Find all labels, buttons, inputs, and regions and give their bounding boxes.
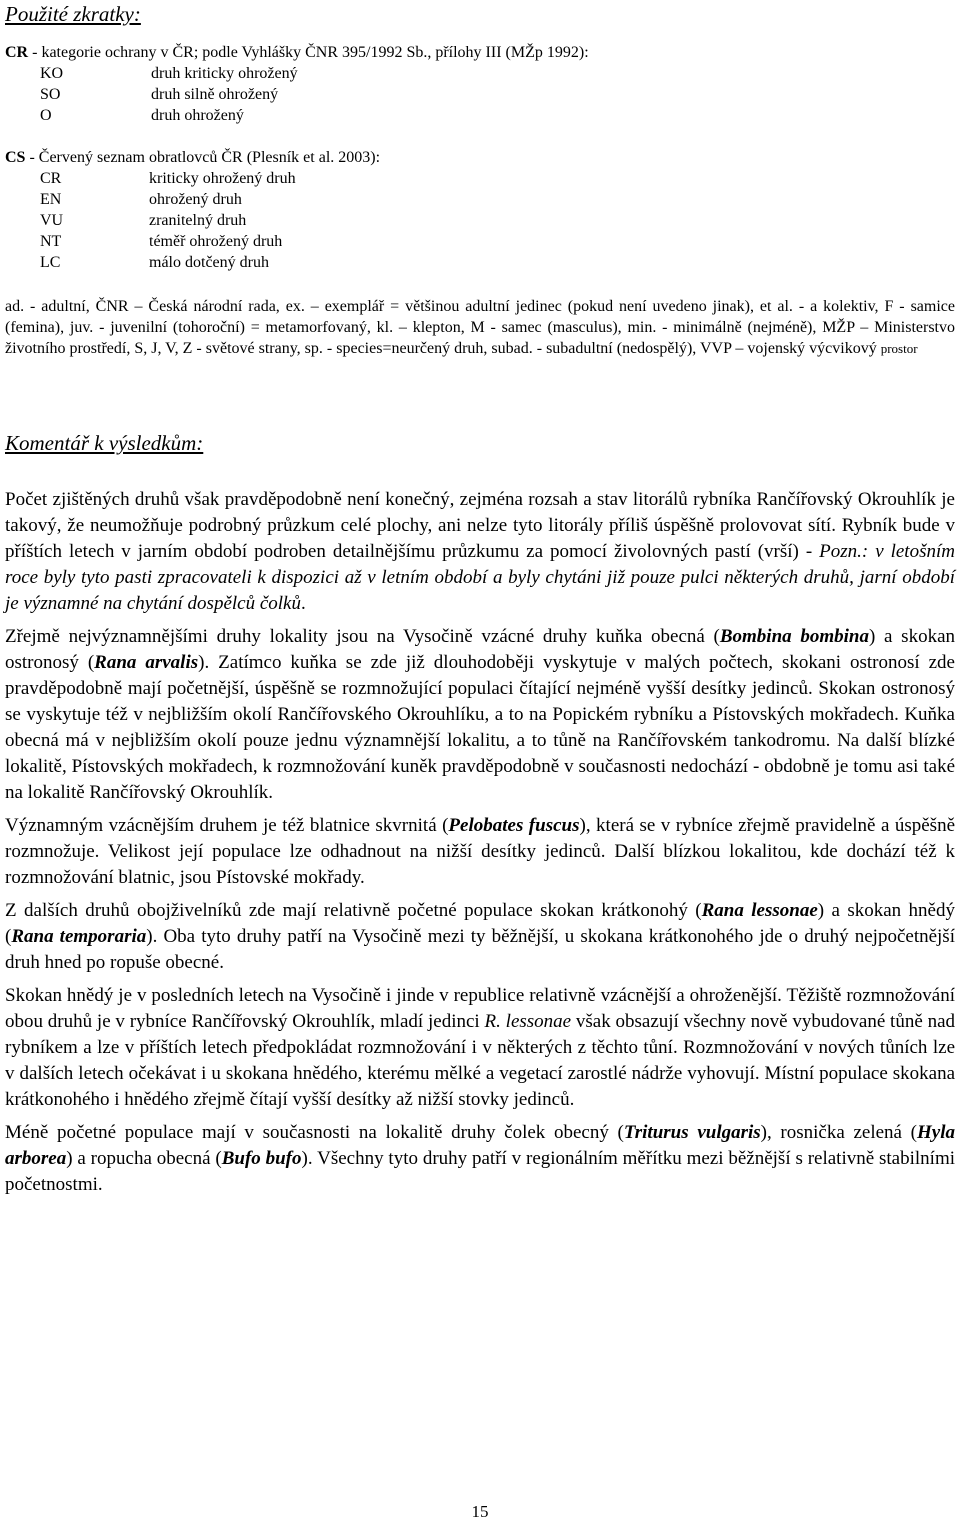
paragraph-text: ), rosnička zelená (: [760, 1122, 917, 1143]
cs-item: [5, 168, 380, 189]
paragraph-text: ) a ropucha obecná (: [66, 1148, 222, 1169]
cs-item: [5, 231, 380, 252]
paragraph-text: však obsazují všechny nově vybudované tůně nad rybníkem a lze v příštích letech předpokládat rozmnožování i v některých z těchto tůní. Rozmnožování v nových tůních lze v dalších letech očekávat i u skokana hnědého, kterému mělké a vegetací zarostlé nádrže vyhovují. Místní populace skokana krátkonohého i hnědého zřejmě čítají vyšší desítky až nižší stovky jedinců.: [5, 1011, 955, 1110]
species-name: Rana lessonae: [701, 900, 818, 921]
cs-category-text: - Červený seznam obratlovců ČR (Plesník et al. 2003):: [25, 149, 381, 166]
cs-item-code: NT: [40, 233, 62, 250]
paragraph-text: ). Zatímco kuňka se zde již dlouhodoběji vyskytuje v malých počtech, skokani ostronosí zde pravděpodobně mají početnější, úspěšně se rozmnožující populaci čítající nejméně vyšší desítky jedinců. Skokan ostronosý se vyskytuje též v nejbližším okolí Rančířovského Okrouhlíku, a to na Popickém rybníku a Pístovských mokřadech. Kuňka obecná má v nejbližším okolí pouze jednu významnější lokalitu, a to tůně na Rančířovském tankodromu. Na další blízké lokalitě, Pístovských mokřadech, k rozmnožování kuněk pravděpodobně v současnosti nedochází - obdobně je tomu asi také na lokalitě Rančířovský Okrouhlík.: [5, 652, 955, 803]
paragraph-rare-species: [5, 624, 955, 806]
paragraph-text: ) a skokan ostronosý (: [5, 626, 956, 673]
cs-item-desc: ohrožený druh: [149, 191, 242, 208]
cs-item: [5, 210, 380, 231]
cr-item-code: O: [40, 107, 52, 124]
comment-body: [5, 487, 955, 1205]
paragraph-frogs: [5, 898, 955, 976]
paragraph-less-numerous: [5, 1120, 955, 1198]
note-label: Pozn.: [819, 541, 862, 562]
cs-item-desc: málo dotčený druh: [149, 254, 269, 271]
cr-prefix: CR: [5, 44, 29, 61]
cr-item: [5, 105, 589, 126]
page-number: 15: [471, 1502, 489, 1521]
cs-item-code: EN: [40, 191, 62, 208]
paragraph-common-frog: [5, 983, 955, 1113]
paragraph-text: Z dalších druhů obojživelníků zde mají relativně početné populace skokan krátkonohý (: [5, 900, 702, 921]
paragraph-end: .: [300, 593, 306, 614]
cr-category-block: [5, 42, 589, 126]
legend-tail: prostor: [880, 341, 918, 356]
cs-item-code: LC: [40, 254, 61, 271]
cs-item-desc: kriticky ohrožený druh: [149, 170, 296, 187]
paragraph-traps: [5, 487, 955, 617]
cr-item: [5, 63, 589, 84]
note-text: : v letošním roce byly tyto pasti zpracovateli k dispozici až v letním období a byly chytáni již pouze pulci některých druhů, jarní období je významné na chytání dospělců čolků: [5, 541, 955, 614]
paragraph-text: ). Všechny tyto druhy patří v regionálním měřítku mezi běžnější s relativně stabilními početnostmi.: [5, 1148, 955, 1195]
cs-item-code: CR: [40, 170, 62, 187]
paragraph-text: ), která se v rybníce zřejmě pravidelně a úspěšně rozmnožuje. Velikost její populace lze odhadnout na nižší desítky jedinců. Další blízkou lokalitou, kde dochází též k rozmnožování blatnic, jsou Pístovské mokřady.: [5, 815, 955, 888]
cs-item: [5, 252, 380, 273]
cs-item-desc: zranitelný druh: [149, 212, 247, 229]
cr-item: [5, 84, 589, 105]
paragraph-text: Zřejmě nejvýznamnějšími druhy lokality jsou na Vysočině vzácné druhy kuňka obecná (: [5, 626, 720, 647]
cr-item-desc: druh ohrožený: [151, 107, 244, 124]
paragraph-text: ). Oba tyto druhy patří na Vysočině mezi ty běžnější, u skokana krátkonohého jde o druhý nejpočetnější druh hned po ropuše obecné.: [5, 926, 955, 973]
paragraph-text: ) a skokan hnědý (: [5, 900, 955, 947]
cs-item-desc: téměř ohrožený druh: [149, 233, 283, 250]
paragraph-text: Významným vzácnějším druhem je též blatnice skvrnitá (: [5, 815, 449, 836]
paragraph-text: Skokan hnědý je v posledních letech na Vysočině i jinde v republice relativně vzácnější a ohroženější. Těžiště rozmnožování obou druhů je v rybníce Rančířovský Okrouhlík, mladí jedinci: [5, 985, 955, 1032]
cr-item-code: KO: [40, 65, 64, 82]
paragraph-pelobates: [5, 813, 955, 891]
species-name: Bombina bombina: [719, 626, 869, 647]
abbreviations-heading: Použité zkratky:: [5, 2, 141, 26]
cs-prefix: CS: [5, 149, 26, 166]
cr-item-desc: druh silně ohrožený: [151, 86, 279, 103]
cs-category-title: [5, 147, 380, 168]
cr-item-desc: druh kriticky ohrožený: [151, 65, 298, 82]
cr-item-code: SO: [40, 86, 61, 103]
cs-item-code: VU: [40, 212, 64, 229]
paragraph-text: Méně početné populace mají v současnosti na lokalitě druhy čolek obecný (: [5, 1122, 624, 1143]
species-name: Bufo bufo: [221, 1148, 302, 1169]
paragraph-text: Počet zjištěných druhů však pravděpodobně není konečný, zejména rozsah a stav litorálů rybníka Rančířovský Okrouhlík je takový, že neumožňuje podrobný průzkum celé plochy, ani nelze tyto litorály příliš úspěšně prolovovat sítí. Rybník bude v příštích letech v jarním období podroben detailnějšímu průzkumu za pomocí živolovných pastí (vrší) -: [5, 489, 955, 562]
abbreviations-legend: [5, 296, 955, 359]
cs-item: [5, 189, 380, 210]
cs-category-block: [5, 147, 380, 273]
comment-heading: Komentář k výsledkům:: [5, 431, 204, 455]
species-name: Triturus vulgaris: [623, 1122, 761, 1143]
species-name: Hyla arborea: [5, 1122, 955, 1169]
species-name: R. lessonae: [484, 1011, 572, 1032]
legend-text: ad. - adultní, ČNR – Česká národní rada, ex. – exemplář = většinou adultní jedinec (pokud není uvedeno jinak), et al. - a kolektiv, F - samice (femina), juv. - juvenilní (tohoroční) = metamorfovaný, kl. – klepton, M - samec (masculus), min. - minimálně (nejméně), MŽP – Ministerstvo životního prostředí, S, J, V, Z - světové strany, sp. - species=neurčený druh, subad. - subadultní (nedospělý), VVP – vojenský výcvikový: [5, 298, 955, 357]
species-name: Pelobates fuscus: [448, 815, 580, 836]
species-name: Rana arvalis: [94, 652, 199, 673]
cr-category-title: [5, 42, 589, 63]
cr-category-text: - kategorie ochrany v ČR; podle Vyhlášky ČNR 395/1992 Sb., přílohy III (MŽp 1992):: [28, 44, 589, 61]
species-name: Rana temporaria: [11, 926, 147, 947]
